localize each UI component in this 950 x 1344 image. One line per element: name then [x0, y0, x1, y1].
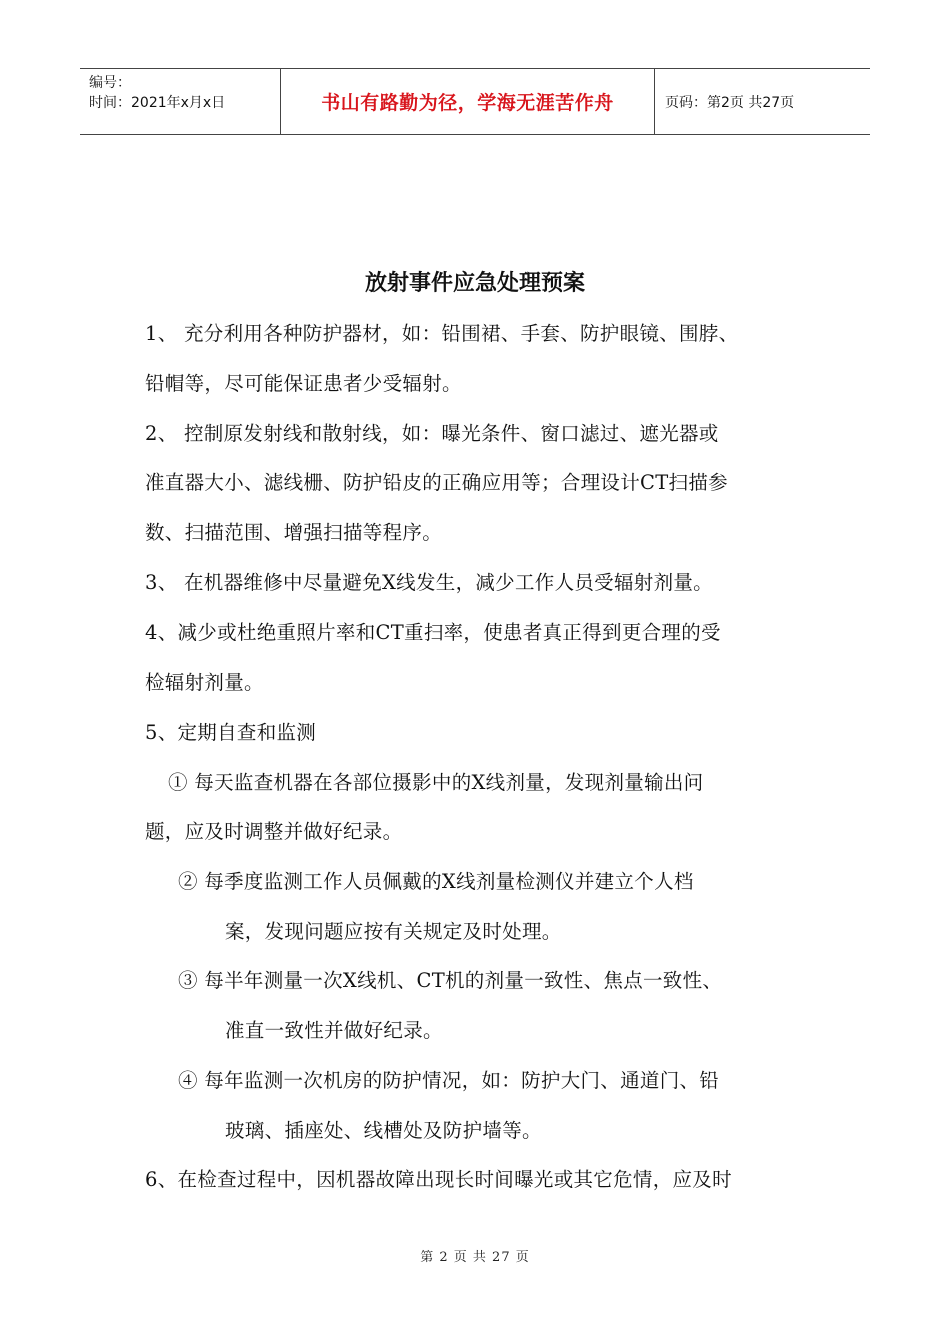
- header-motto: 书山有路勤为径，学海无涯苦作舟: [321, 92, 614, 114]
- body-line: 准直器大小、滤线栅、防护铅皮的正确应用等；合理设计CT扫描参: [145, 471, 728, 494]
- body-line: 准直一致性并做好纪录。: [225, 1019, 443, 1042]
- body-line: ④ 每年监测一次机房的防护情况，如：防护大门、通道门、铅: [178, 1069, 720, 1092]
- document-number-label: 编号：: [89, 75, 131, 91]
- header-motto-cell: [281, 69, 655, 134]
- body-line: 铅帽等，尽可能保证患者少受辐射。: [145, 372, 462, 395]
- page-footer: 第 2 页 共 27 页: [420, 1250, 530, 1265]
- page-header: [80, 68, 870, 135]
- body-line: ① 每天监查机器在各部位摄影中的X线剂量，发现剂量输出问: [168, 771, 704, 794]
- body-line: 数、扫描范围、增强扫描等程序。: [145, 521, 443, 544]
- header-page-info: 页码：第2页 共27页: [665, 94, 795, 111]
- body-line: 1、 充分利用各种防护器材，如：铅围裙、手套、防护眼镜、围脖、: [145, 322, 739, 345]
- body-line: ③ 每半年测量一次X线机、CT机的剂量一致性、焦点一致性、: [178, 969, 723, 992]
- body-line: 2、 控制原发射线和散射线，如：曝光条件、窗口滤过、遮光器或: [145, 422, 719, 445]
- body-line: 检辐射剂量。: [145, 671, 264, 694]
- header-meta: [80, 69, 281, 134]
- body-line: 5、定期自查和监测: [145, 721, 317, 744]
- body-line: 玻璃、插座处、线槽处及防护墙等。: [225, 1119, 542, 1142]
- document-time-label: 时间：2021年x月x日: [89, 95, 226, 111]
- body-line: 3、 在机器维修中尽量避免X线发生，减少工作人员受辐射剂量。: [145, 571, 713, 594]
- body-line: 题，应及时调整并做好纪录。: [145, 820, 403, 843]
- body-line: 6、在检查过程中，因机器故障出现长时间曝光或其它危情，应及时: [145, 1168, 732, 1191]
- body-line: 4、减少或杜绝重照片率和CT重扫率，使患者真正得到更合理的受: [145, 621, 721, 644]
- body-line: ② 每季度监测工作人员佩戴的X线剂量检测仪并建立个人档: [178, 870, 694, 893]
- header-page-info-cell: [655, 69, 870, 134]
- body-line: 案，发现问题应按有关规定及时处理。: [225, 920, 562, 943]
- document-title: 放射事件应急处理预案: [364, 271, 585, 296]
